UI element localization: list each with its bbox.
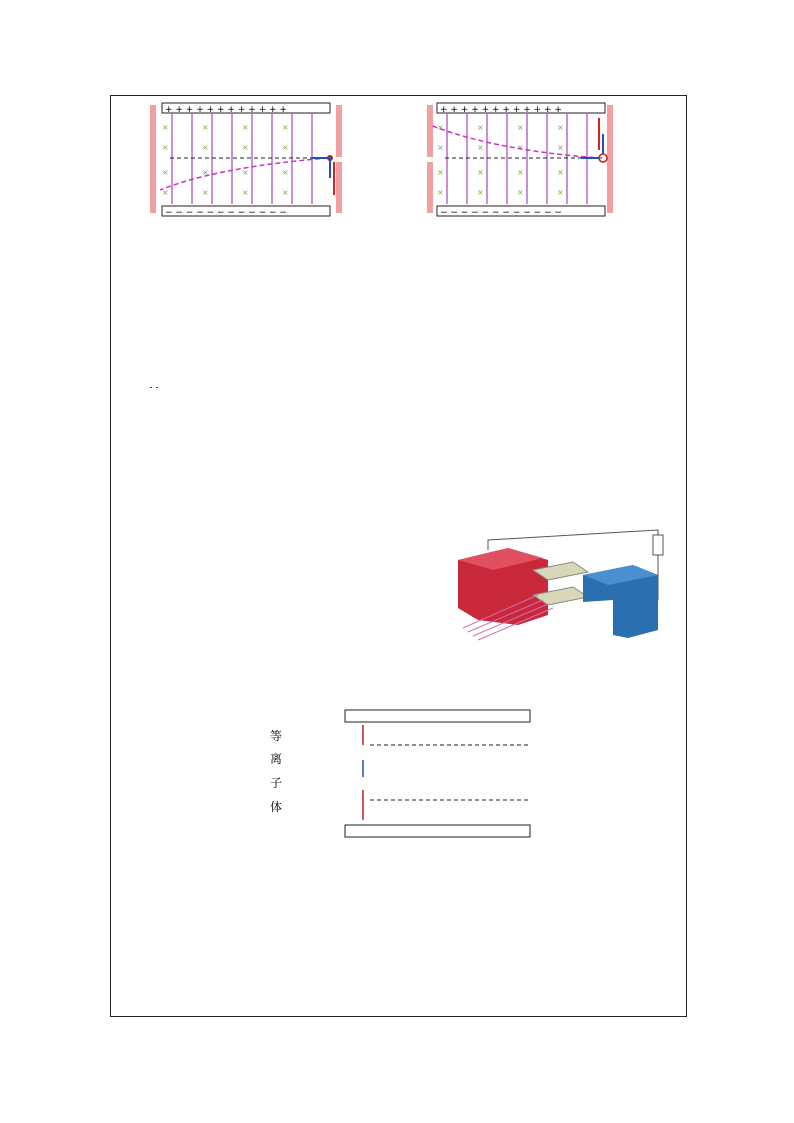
svg-text:×: × [202, 123, 209, 132]
paragraph-3 [118, 371, 680, 402]
svg-text:×: × [437, 123, 444, 132]
selector-left [150, 103, 342, 218]
svg-text:×: × [437, 143, 444, 152]
svg-text:×: × [517, 168, 524, 177]
fraction-E-over-B [150, 387, 152, 388]
svg-text:×: × [162, 123, 169, 132]
selector-right [427, 103, 613, 218]
svg-text:×: × [517, 188, 524, 197]
velocity-selector-figure [140, 100, 680, 218]
svg-text:×: × [437, 188, 444, 197]
svg-text:+ + + + + + + +: + + + + + + + + + + + + [165, 105, 287, 115]
svg-text:等: 等 [270, 729, 283, 743]
svg-text:− − − − − − − −: − − − − − − − − − − − − [165, 208, 287, 218]
svg-text:×: × [557, 188, 564, 197]
svg-text:×: × [477, 168, 484, 177]
svg-text:×: × [162, 168, 169, 177]
svg-text:×: × [202, 143, 209, 152]
svg-text:×: × [242, 168, 249, 177]
svg-text:×: × [437, 168, 444, 177]
plasma-plates-figure [260, 705, 570, 840]
svg-text:体: 体 [270, 800, 283, 814]
svg-text:×: × [242, 143, 249, 152]
mhd-generator-figure [448, 520, 673, 650]
svg-text:×: × [282, 123, 289, 132]
svg-text:×: × [477, 188, 484, 197]
svg-text:×: × [202, 168, 209, 177]
svg-text:×: × [282, 168, 289, 177]
svg-text:×: × [242, 188, 249, 197]
svg-text:+ + + + + + + +: + + + + + + + + + + + + [440, 105, 562, 115]
svg-text:子: 子 [270, 776, 283, 790]
svg-text:×: × [242, 123, 249, 132]
svg-text:×: × [557, 123, 564, 132]
svg-text:×: × [162, 188, 169, 197]
svg-text:×: × [557, 168, 564, 177]
svg-text:×: × [477, 143, 484, 152]
svg-text:×: × [162, 143, 169, 152]
svg-text:×: × [282, 143, 289, 152]
svg-text:×: × [202, 188, 209, 197]
svg-text:×: × [517, 123, 524, 132]
svg-text:×: × [557, 143, 564, 152]
svg-text:×: × [282, 188, 289, 197]
svg-text:×: × [477, 123, 484, 132]
svg-text:离: 离 [270, 752, 283, 766]
svg-text:×: × [517, 143, 524, 152]
svg-text:− − − − − − − −: − − − − − − − − − − − − [440, 208, 562, 218]
